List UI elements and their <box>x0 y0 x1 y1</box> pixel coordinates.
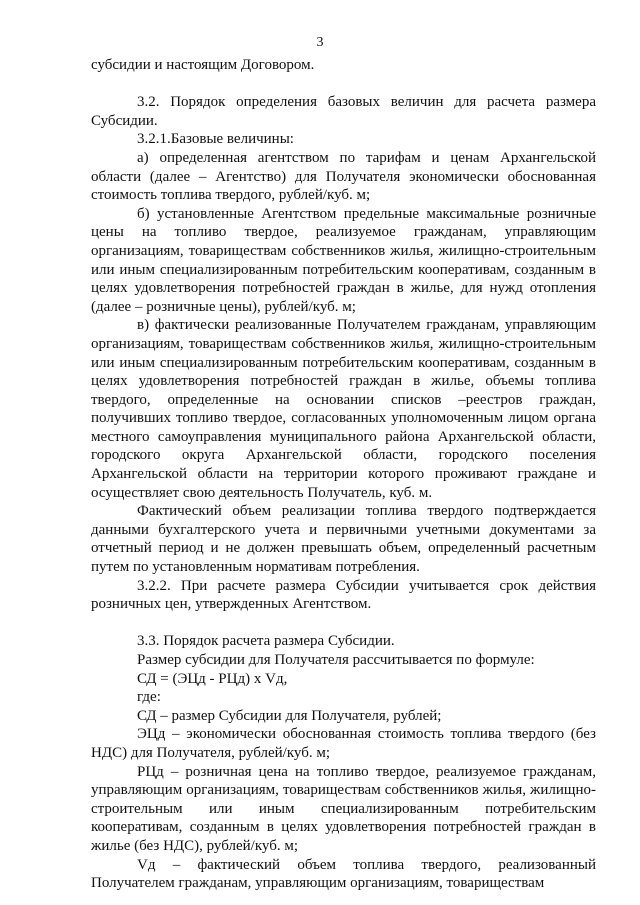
paragraph-spacer <box>91 75 596 94</box>
paragraph: ЭЦд – экономически обоснованная стоимость топлива твердого (без НДС) для Получателя, рублей/куб. м; <box>91 726 596 761</box>
document-body <box>91 56 596 893</box>
paragraph: б) установленные Агентством предельные максимальные розничные цены на топливо твердое, реализуемое гражданам, управляющим организациям, товариществам собственников жилья, жилищно-строительным или иным специализированным потребительским кооперативам, созданным в целях удовлетворения потребностей граждан в жилье, для нужд отопления (далее – розничные цены), рублей/куб. м; <box>91 205 596 315</box>
page-number: 3 <box>316 35 324 50</box>
paragraph: 3.3. Порядок расчета размера Субсидии. <box>137 633 395 650</box>
paragraph: Vд – фактический объем топлива твердого, реализованный Получателем гражданам, управляющим организациям, товариществам <box>91 856 596 892</box>
paragraph: 3.2.2. При расчете размера Субсидии учитывается срок действия розничных цен, утвержденных Агентством. <box>91 577 596 613</box>
formula-line: СД = (ЭЦд - РЦд) х Vд, <box>137 670 288 687</box>
paragraph: Размер субсидии для Получателя рассчитывается по формуле: <box>137 652 535 668</box>
paragraph: 3.2. Порядок определения базовых величин для расчета размера Субсидии. <box>91 94 596 129</box>
paragraph: а) определенная агентством по тарифам и ценам Архангельской области (далее – Агентство) для Получателя экономически обоснованная стоимость топлива твердого, рублей/куб. м; <box>91 149 596 204</box>
paragraph-spacer <box>91 614 596 633</box>
paragraph: в) фактически реализованные Получателем гражданам, управляющим организациям, товариществам собственников жилья, жилищно-строительным или иным специализированным потребительским кооперативам, созданным в целях удовлетворения потребностей граждан в жилье, объемы топлива твердого, определенные на основании списков –реестров граждан, получивших топливо твердое, согласованных уполномоченным лицом органа местного самоуправления муниципального района Архангельской области, городского округа Архангельской области, городского поселения Архангельской области на территории которого проживают граждане и осуществляет свою деятельность Получатель, куб. м. <box>91 317 596 501</box>
formula-line: где: <box>137 689 161 706</box>
paragraph: субсидии и настоящим Договором. <box>91 57 315 73</box>
paragraph: 3.2.1.Базовые величины: <box>137 131 294 148</box>
paragraph: РЦд – розничная цена на топливо твердое, реализуемое гражданам, управляющим организациям, товариществам собственников жилья, жилищно-строительным или иным специализированным потребительским кооперативам, созданным в целях удовлетворения потребностей граждан в жилье (без НДС), рублей/куб. м; <box>91 763 596 854</box>
paragraph: СД – размер Субсидии для Получателя, рублей; <box>137 707 442 724</box>
paragraph: Фактический объем реализации топлива твердого подтверждается данными бухгалтерского учета и первичными учетными документами за отчетный период и не должен превышать объем, определенный расчетным путем по установленным нормативам потребления. <box>91 503 596 576</box>
